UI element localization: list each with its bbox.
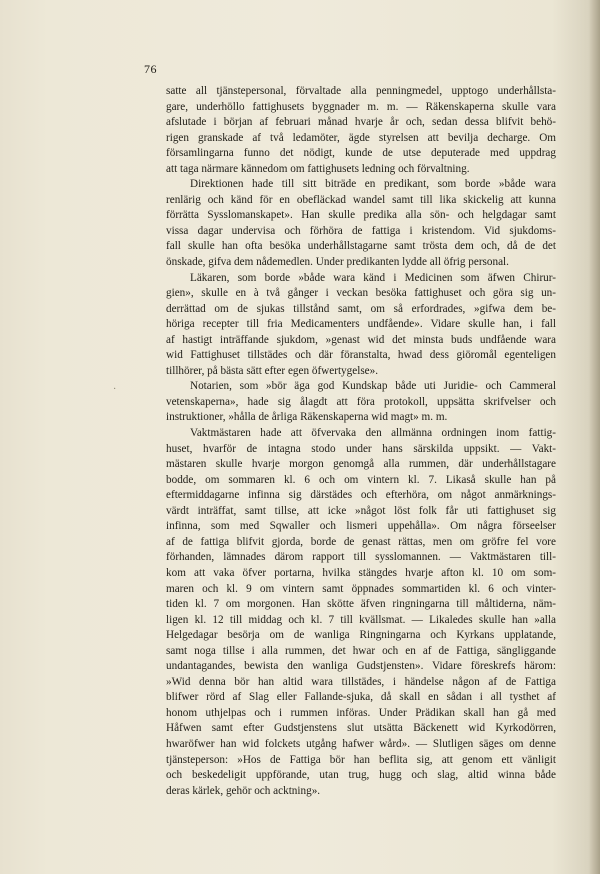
text-line: infinna, som med Sqwaller och lismeri uppehålla». Om några förseelser xyxy=(166,520,556,533)
text-line: huset, hvarför de intagna stodo under hans särskilda uppsikt. — Vakt- xyxy=(166,442,556,455)
text-line: derrättad om de sjukas tillstånd samt, om så erfordrades, »gifwa dem be- xyxy=(166,302,556,315)
text-line: Håfwen samt efter Gudstjenstens slut utsätta Bäckenett wid Kyrkodörren, xyxy=(166,722,556,735)
text-line: renlärig och känd för en obefläckad wandel samt till lika skickelig att kunna xyxy=(166,193,556,206)
text-line: gien», skulle en à två gånger i veckan besöka fattighuset och göra sig un- xyxy=(166,287,556,300)
page-edge-shadow xyxy=(590,0,600,874)
paragraph xyxy=(144,379,556,426)
text-line: rigen granskade af två ledamöter, ägde styrelsen att bevilja decharge. Om xyxy=(166,131,556,144)
text-line: Notarien, som »bör äga god Kundskap både uti Juridie- och Cammeral xyxy=(190,380,556,393)
paragraph xyxy=(144,177,556,270)
text-line: tiden kl. 7 om morgonen. Han skötte äfven ringningarna till måltiderna, näm- xyxy=(166,598,556,611)
text-line: att taga närmare kännedom om fattighusets ledning och förvaltning. xyxy=(166,162,470,175)
page-number: 76 xyxy=(144,62,157,76)
text-line: Läkaren, som borde »både wara känd i Medicinen som äfwen Chirur- xyxy=(190,271,556,284)
text-line: samt noga tillse i alla rummen, det hwar och en af de Fattiga, sängliggande xyxy=(166,644,556,657)
text-line: wid Fattighuset tillstädes och där föranstalta, hwad dess giöromål egenteligen xyxy=(166,349,556,362)
text-line: tjänsteperson: »Hos de Fattiga bör han beflita sig, att genom ett vänligit xyxy=(166,753,556,766)
text-line: Vaktmästaren hade att öfvervaka den allmänna ordningen inom fattig- xyxy=(190,427,556,440)
text-line: och beskedeligit uppförande, utan trug, hugg och slag, altid winna både xyxy=(166,769,556,782)
text-line: mästaren skulle hvarje morgon genomgå alla rummen, där underhållstagare xyxy=(166,458,556,471)
text-line: fall skulle han ofta besöka underhållstagarne samt trösta dem och, då de det xyxy=(166,240,556,253)
text-line: undantagandes, bewista den wanliga Gudstjensten». Vidare föreskrefs härom: xyxy=(166,660,556,673)
text-line: tillhörer, på bästa sätt efter egen öfwertygelse». xyxy=(166,364,379,377)
text-line: förrätta Sysslomanskapet». Han skulle predika alla sön- och helgdagar samt xyxy=(166,209,556,222)
text-line: värdt inträffat, samt tillse, att icke »något löst folk får uti fattighuset sig xyxy=(166,504,556,517)
text-line: satte all tjänstepersonal, förvaltade alla penningmedel, upptogo underhållsta- xyxy=(166,85,556,97)
body-text xyxy=(144,84,556,799)
text-line: honom uthjelpas och i rummen införas. Under Prädikan skall han gå med xyxy=(166,706,556,719)
text-line: vissa dagar undervisa och förhöra de fattiga i kristendom. Vid sjukdoms- xyxy=(166,224,556,237)
text-line: blifwer rörd af Slag eller Fallande-sjuka, då skall en sådan i all tysthet af xyxy=(166,691,556,704)
text-line: vetenskaperna», hade sig ålagdt att föra protokoll, uppsätta skrifvelser och xyxy=(166,395,556,408)
paragraph xyxy=(144,84,556,177)
text-line: deras kärlek, gehör och acktning». xyxy=(166,784,321,797)
text-line: Direktionen hade till sitt biträde en predikant, som borde »både wara xyxy=(190,178,556,191)
text-line: gare, underhöllo fattighusets byggnader m. m. — Räkenskaperna skulle vara xyxy=(166,100,556,113)
text-line: afslutade i början af februari månad hvarje år och, sedan dessa blifvit behö- xyxy=(166,116,556,129)
text-line: »Wid denna bör han altid wara tillstädes, i händelse någon af de Fattiga xyxy=(166,675,556,688)
text-line: af de fattiga blifvit gjorda, borde de genast rättas, men om gröfre fel vore xyxy=(166,535,556,548)
text-line: maren och kl. 9 om vintern samt öppnades sommartiden kl. 6 och vinter- xyxy=(166,582,556,595)
text-line: instruktioner, »hålla de årliga Räkenskaperna wid magt» m. m. xyxy=(166,411,448,424)
text-line: förhanden, lämnades därom rapport till sysslomannen. — Vaktmästaren till- xyxy=(166,551,556,564)
text-line: bodde, om sommaren kl. 6 och om vintern kl. 7. Likaså skulle han på xyxy=(166,473,556,486)
text-line: hwaröfwer han wid folckets utgång hafwer wård». — Slutligen säges om denne xyxy=(166,737,556,750)
text-line: ligen kl. 12 till middag och kl. 7 till kvällsmat. — Likaledes skulle han »alla xyxy=(166,613,556,626)
text-line: önskade, gifva dem nådemedlen. Under predikanten lydde all öfrig personal. xyxy=(166,256,509,269)
margin-mark: · xyxy=(113,384,117,395)
text-line: Helgedagar besörja om de wanliga Ringningarna och Kyrkans upplatande, xyxy=(166,629,556,642)
text-line: församlingarna funno det nödigt, kunde de utse deputerade med uppdrag xyxy=(166,147,556,160)
text-line: af hastigt inträffande sjukdom, »genast wid det minsta buds undfående wara xyxy=(166,333,556,346)
text-line: höriga recepter till fria Medicamenters undfående». Vidare skulle han, i fall xyxy=(166,318,556,331)
paragraph xyxy=(144,426,556,799)
text-line: eftermiddagarne infinna sig därstädes och efterhöra, om något anmärknings- xyxy=(166,489,556,502)
paragraph xyxy=(144,271,556,380)
text-line: kom att vaka öfver portarna, hvilka stängdes hvarje afton kl. 10 om som- xyxy=(166,566,556,579)
